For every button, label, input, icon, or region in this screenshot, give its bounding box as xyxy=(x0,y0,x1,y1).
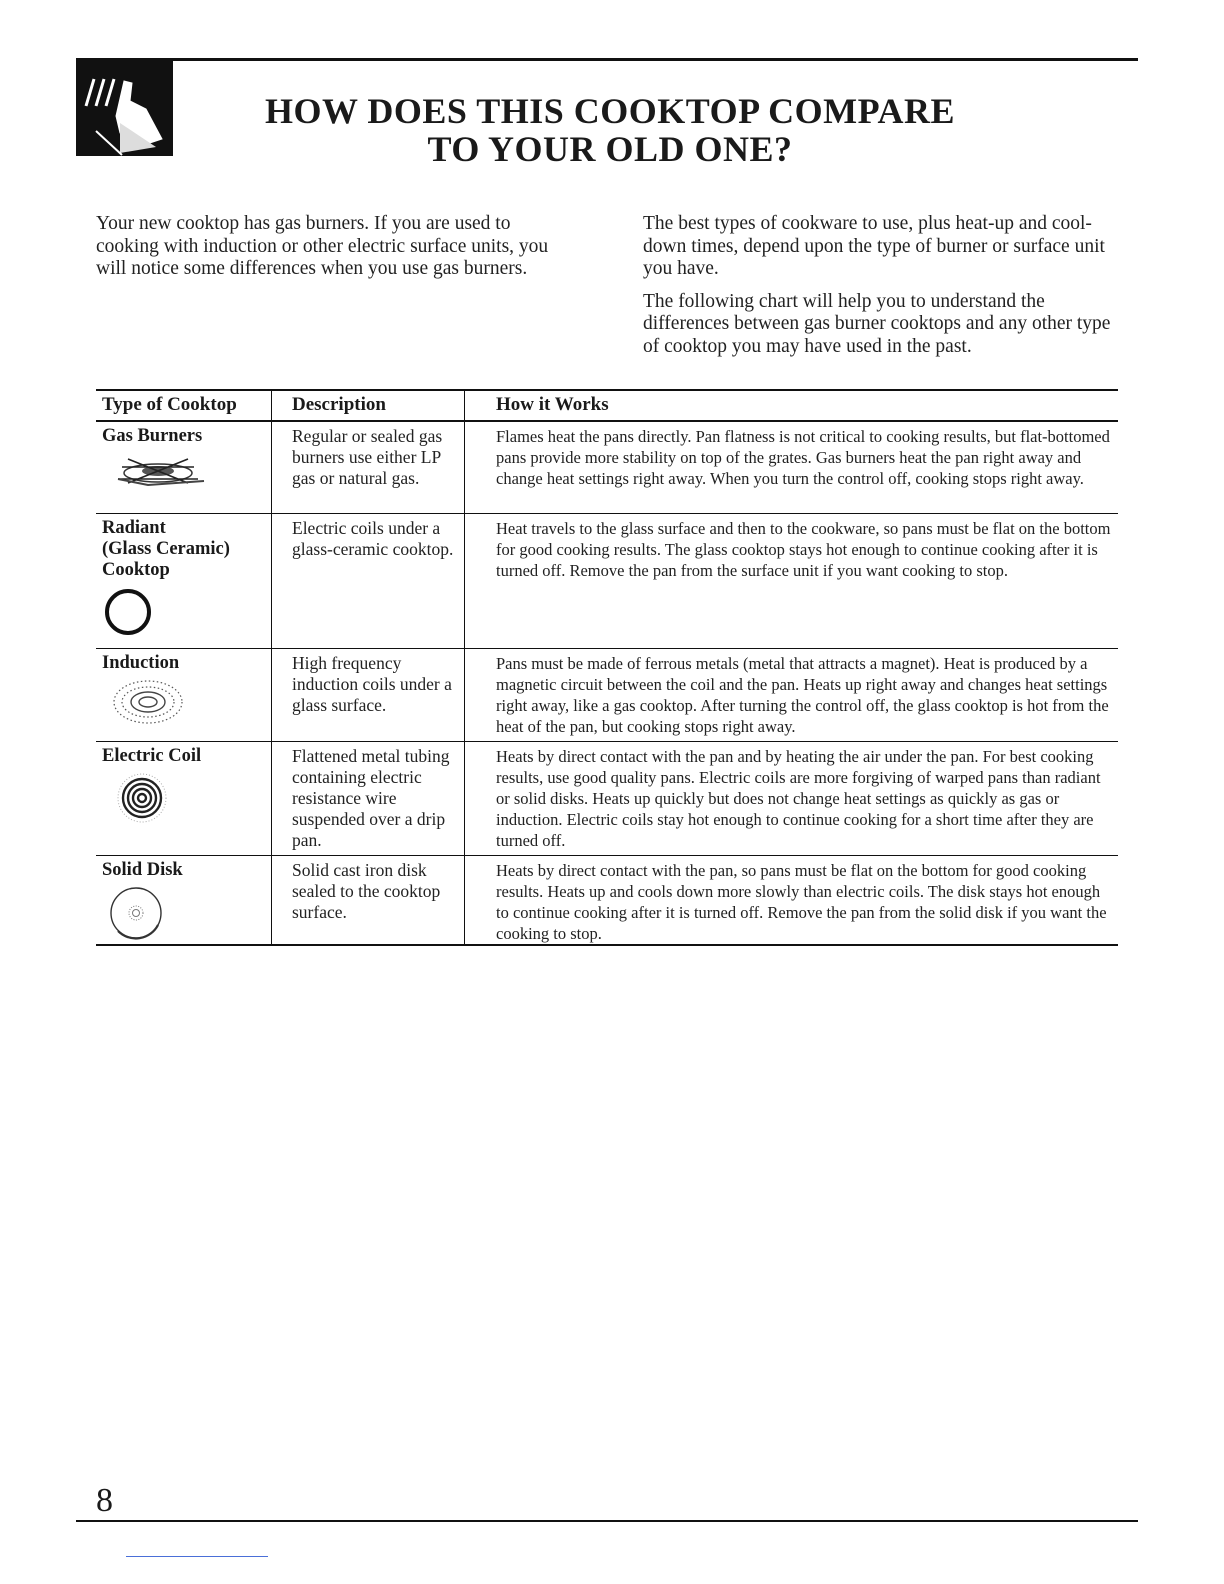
column-header-how: How it Works xyxy=(465,390,1119,421)
page-title xyxy=(180,92,1040,168)
intro-right xyxy=(643,213,1123,368)
description-cell: Regular or sealed gas burners use either LP gas or natural gas. xyxy=(272,421,465,513)
page-title-line1: HOW DOES THIS COOKTOP COMPARE xyxy=(265,91,955,131)
type-cell xyxy=(96,855,272,945)
type-name: Solid Disk xyxy=(102,859,183,880)
induction-coil-icon xyxy=(110,678,190,728)
intro-paragraph: The following chart will help you to understand the differences between gas burner cooktops and any other type of cooktop you may have used in the past. xyxy=(643,290,1111,357)
description-cell: High frequency induction coils under a glass surface. xyxy=(272,648,465,741)
column-header-description: Description xyxy=(272,390,465,421)
intro-paragraph: The best types of cookware to use, plus heat-up and cool-down times, depend upon the type of burner or surface unit you have. xyxy=(643,213,1105,279)
type-cell xyxy=(96,648,272,741)
table-row xyxy=(96,421,1118,513)
table-row xyxy=(96,855,1118,945)
top-rule xyxy=(76,58,1138,61)
type-cell xyxy=(96,513,272,648)
type-cell xyxy=(96,421,272,513)
description-cell: Electric coils under a glass-ceramic cooktop. xyxy=(272,513,465,648)
how-it-works-cell: Pans must be made of ferrous metals (metal that attracts a magnet). Heat is produced by a magnetic circuit between the coil and the pan. Heats up right away and changes heat settings right away, like a gas cooktop. After turning the control off, the glass cooktop is hot from the heat of the pan, but cooking stops right away. xyxy=(465,648,1119,741)
table-row xyxy=(96,513,1118,648)
table-row xyxy=(96,648,1118,741)
gas-burner-icon xyxy=(108,451,218,487)
how-it-works-cell: Heats by direct contact with the pan, so pans must be flat on the bottom for good cooking results. Heats up and cools down more slowly than electric coils. The disk stays hot enough to continue cooking after it is turned off. Remove the pan from the solid disk if you want the cooking to stop. xyxy=(465,855,1119,945)
column-header-type: Type of Cooktop xyxy=(96,390,272,421)
type-cell xyxy=(96,741,272,855)
cooktop-comparison-table xyxy=(96,389,1118,946)
electric-coil-icon xyxy=(112,771,172,825)
description-cell: Solid cast iron disk sealed to the cooktop surface. xyxy=(272,855,465,945)
radiant-circle-icon xyxy=(98,585,158,637)
how-it-works-cell: Flames heat the pans directly. Pan flatness is not critical to cooking results, but flat-bottomed pans provide more stability on top of the grates. Gas burners heat the pan right away and change heat settings right away. When you turn the control off, cooking stops right away. xyxy=(465,421,1119,513)
type-name: Radiant (Glass Ceramic) Cooktop xyxy=(102,517,230,580)
type-name: Electric Coil xyxy=(102,745,202,766)
bottom-rule xyxy=(76,1520,1138,1522)
table-header-row xyxy=(96,390,1118,421)
description-cell: Flattened metal tubing containing electric resistance wire suspended over a drip pan. xyxy=(272,741,465,855)
page-title-line2: TO YOUR OLD ONE? xyxy=(427,129,793,169)
solid-disk-icon xyxy=(106,885,170,941)
how-it-works-cell: Heats by direct contact with the pan and by heating the air under the pan. For best cooking results, use good quality pans. Electric coils are more forgiving of warped pans than radiant or solid disks. Heats up quickly but does not change heat settings as quickly as gas or induction. Electric coils stay hot enough to continue cooking for a short time after they are turned off. xyxy=(465,741,1119,855)
type-name: Gas Burners xyxy=(102,426,203,446)
page-number: 8 xyxy=(96,1482,113,1519)
how-it-works-cell: Heat travels to the glass surface and then to the cookware, so pans must be flat on the bottom for good cooking results. The glass cooktop stays hot enough to continue cooking after it is turned off. Remove the pan from the surface unit if you want cooking to stop. xyxy=(465,513,1119,648)
footer-link-rule xyxy=(126,1556,268,1557)
table-row xyxy=(96,741,1118,855)
type-name: Induction xyxy=(102,652,180,673)
hand-cooktop-icon xyxy=(76,61,173,156)
intro-paragraph: Your new cooktop has gas burners. If you are used to cooking with induction or other electric surface units, you will notice some differences when you use gas burners. xyxy=(96,213,549,279)
intro-left xyxy=(96,213,576,291)
